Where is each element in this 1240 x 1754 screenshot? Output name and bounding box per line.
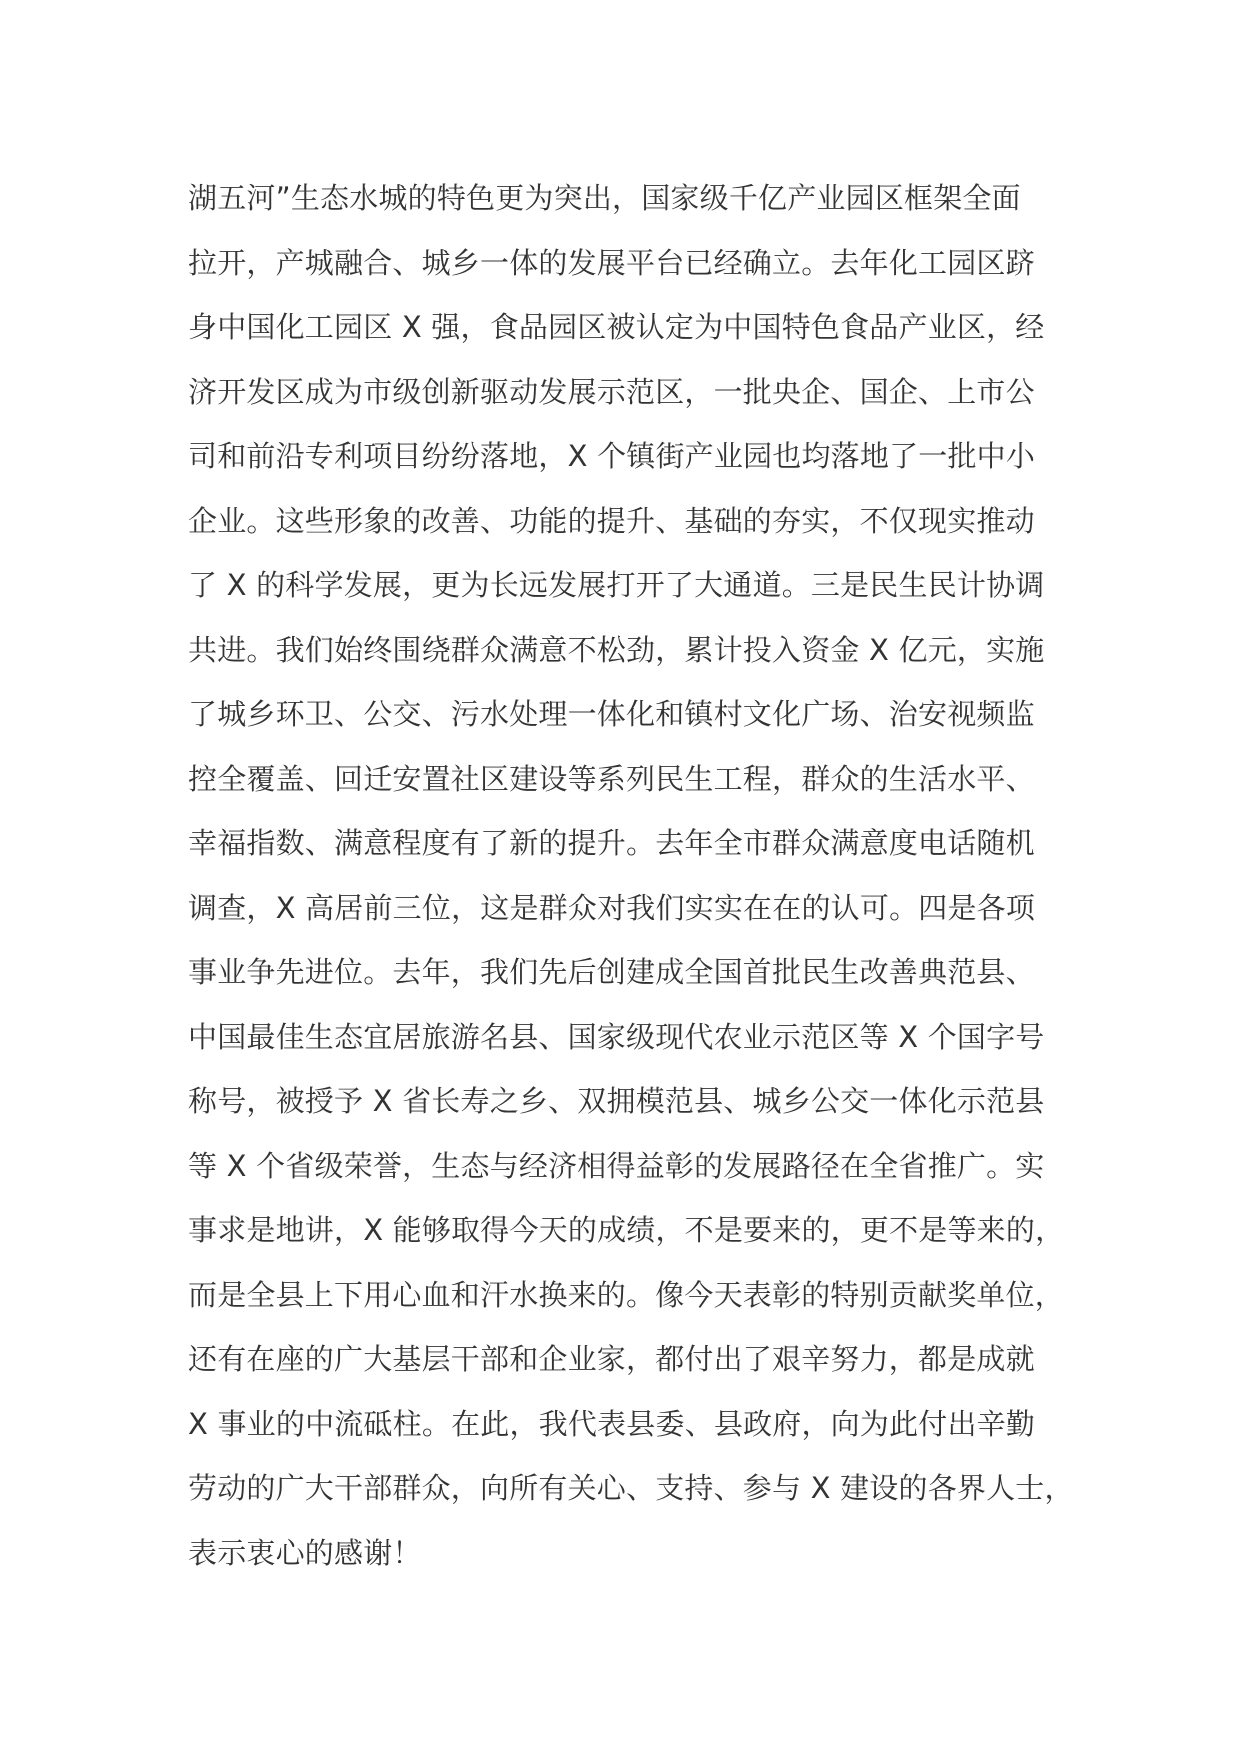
text-line: 还有在座的广大基层干部和企业家，都付出了艰辛努力，都是成就 [188, 1342, 1035, 1376]
text-line: 幸福指数、满意程度有了新的提升。去年全市群众满意度电话随机 [188, 826, 1035, 860]
body-text [188, 166, 1074, 1585]
text-line: 身中国化工园区 X 强，食品园区被认定为中国特色食品产业区，经 [188, 310, 1045, 344]
text-line: 济开发区成为市级创新驱动发展示范区，一批央企、国企、上市公 [188, 374, 1035, 409]
text-line: 事求是地讲，X 能够取得今天的成绩，不是要来的，更不是等来的， [188, 1213, 1065, 1247]
text-line: 劳动的广大干部群众，向所有关心、支持、参与 X 建设的各界人士， [188, 1471, 1074, 1505]
text-line: 称号，被授予 X 省长寿之乡、双拥模范县、城乡公交一体化示范县 [188, 1084, 1045, 1118]
text-line: 控全覆盖、回迁安置社区建设等系列民生工程，群众的生活水平、 [188, 761, 1035, 796]
text-line: X 事业的中流砥柱。在此，我代表县委、县政府，向为此付出辛勤 [188, 1406, 1036, 1441]
text-line: 拉开，产城融合、城乡一体的发展平台已经确立。去年化工园区跻 [188, 245, 1035, 280]
text-line: 企业。这些形象的改善、功能的提升、基础的夯实，不仅现实推动 [188, 503, 1035, 538]
text-line: 了城乡环卫、公交、污水处理一体化和镇村文化广场、治安视频监 [188, 697, 1035, 731]
text-line: 而是全县上下用心血和汗水换来的。像今天表彰的特别贡献奖单位， [188, 1277, 1065, 1312]
text-line: 调查，X 高居前三位，这是群众对我们实实在在的认可。四是各项 [188, 890, 1036, 925]
text-line: 司和前沿专利项目纷纷落地，X 个镇街产业园也均落地了一批中小 [188, 439, 1036, 473]
text-line: 中国最佳生态宜居旅游名县、国家级现代农业示范区等 X 个国字号 [188, 1019, 1045, 1054]
text-line: 共进。我们始终围绕群众满意不松劲，累计投入资金 X 亿元，实施 [188, 632, 1045, 667]
text-line: 表示衷心的感谢！ [188, 1535, 422, 1570]
text-line: 等 X 个省级荣誉，生态与经济相得益彰的发展路径在全省推广。实 [188, 1148, 1045, 1183]
text-line: 湖五河”生态水城的特色更为突出，国家级千亿产业园区框架全面 [188, 181, 1021, 215]
text-line: 事业争先进位。去年，我们先后创建成全国首批民生改善典范县、 [188, 955, 1035, 989]
text-line: 了 X 的科学发展，更为长远发展打开了大通道。三是民生民计协调 [188, 568, 1045, 602]
